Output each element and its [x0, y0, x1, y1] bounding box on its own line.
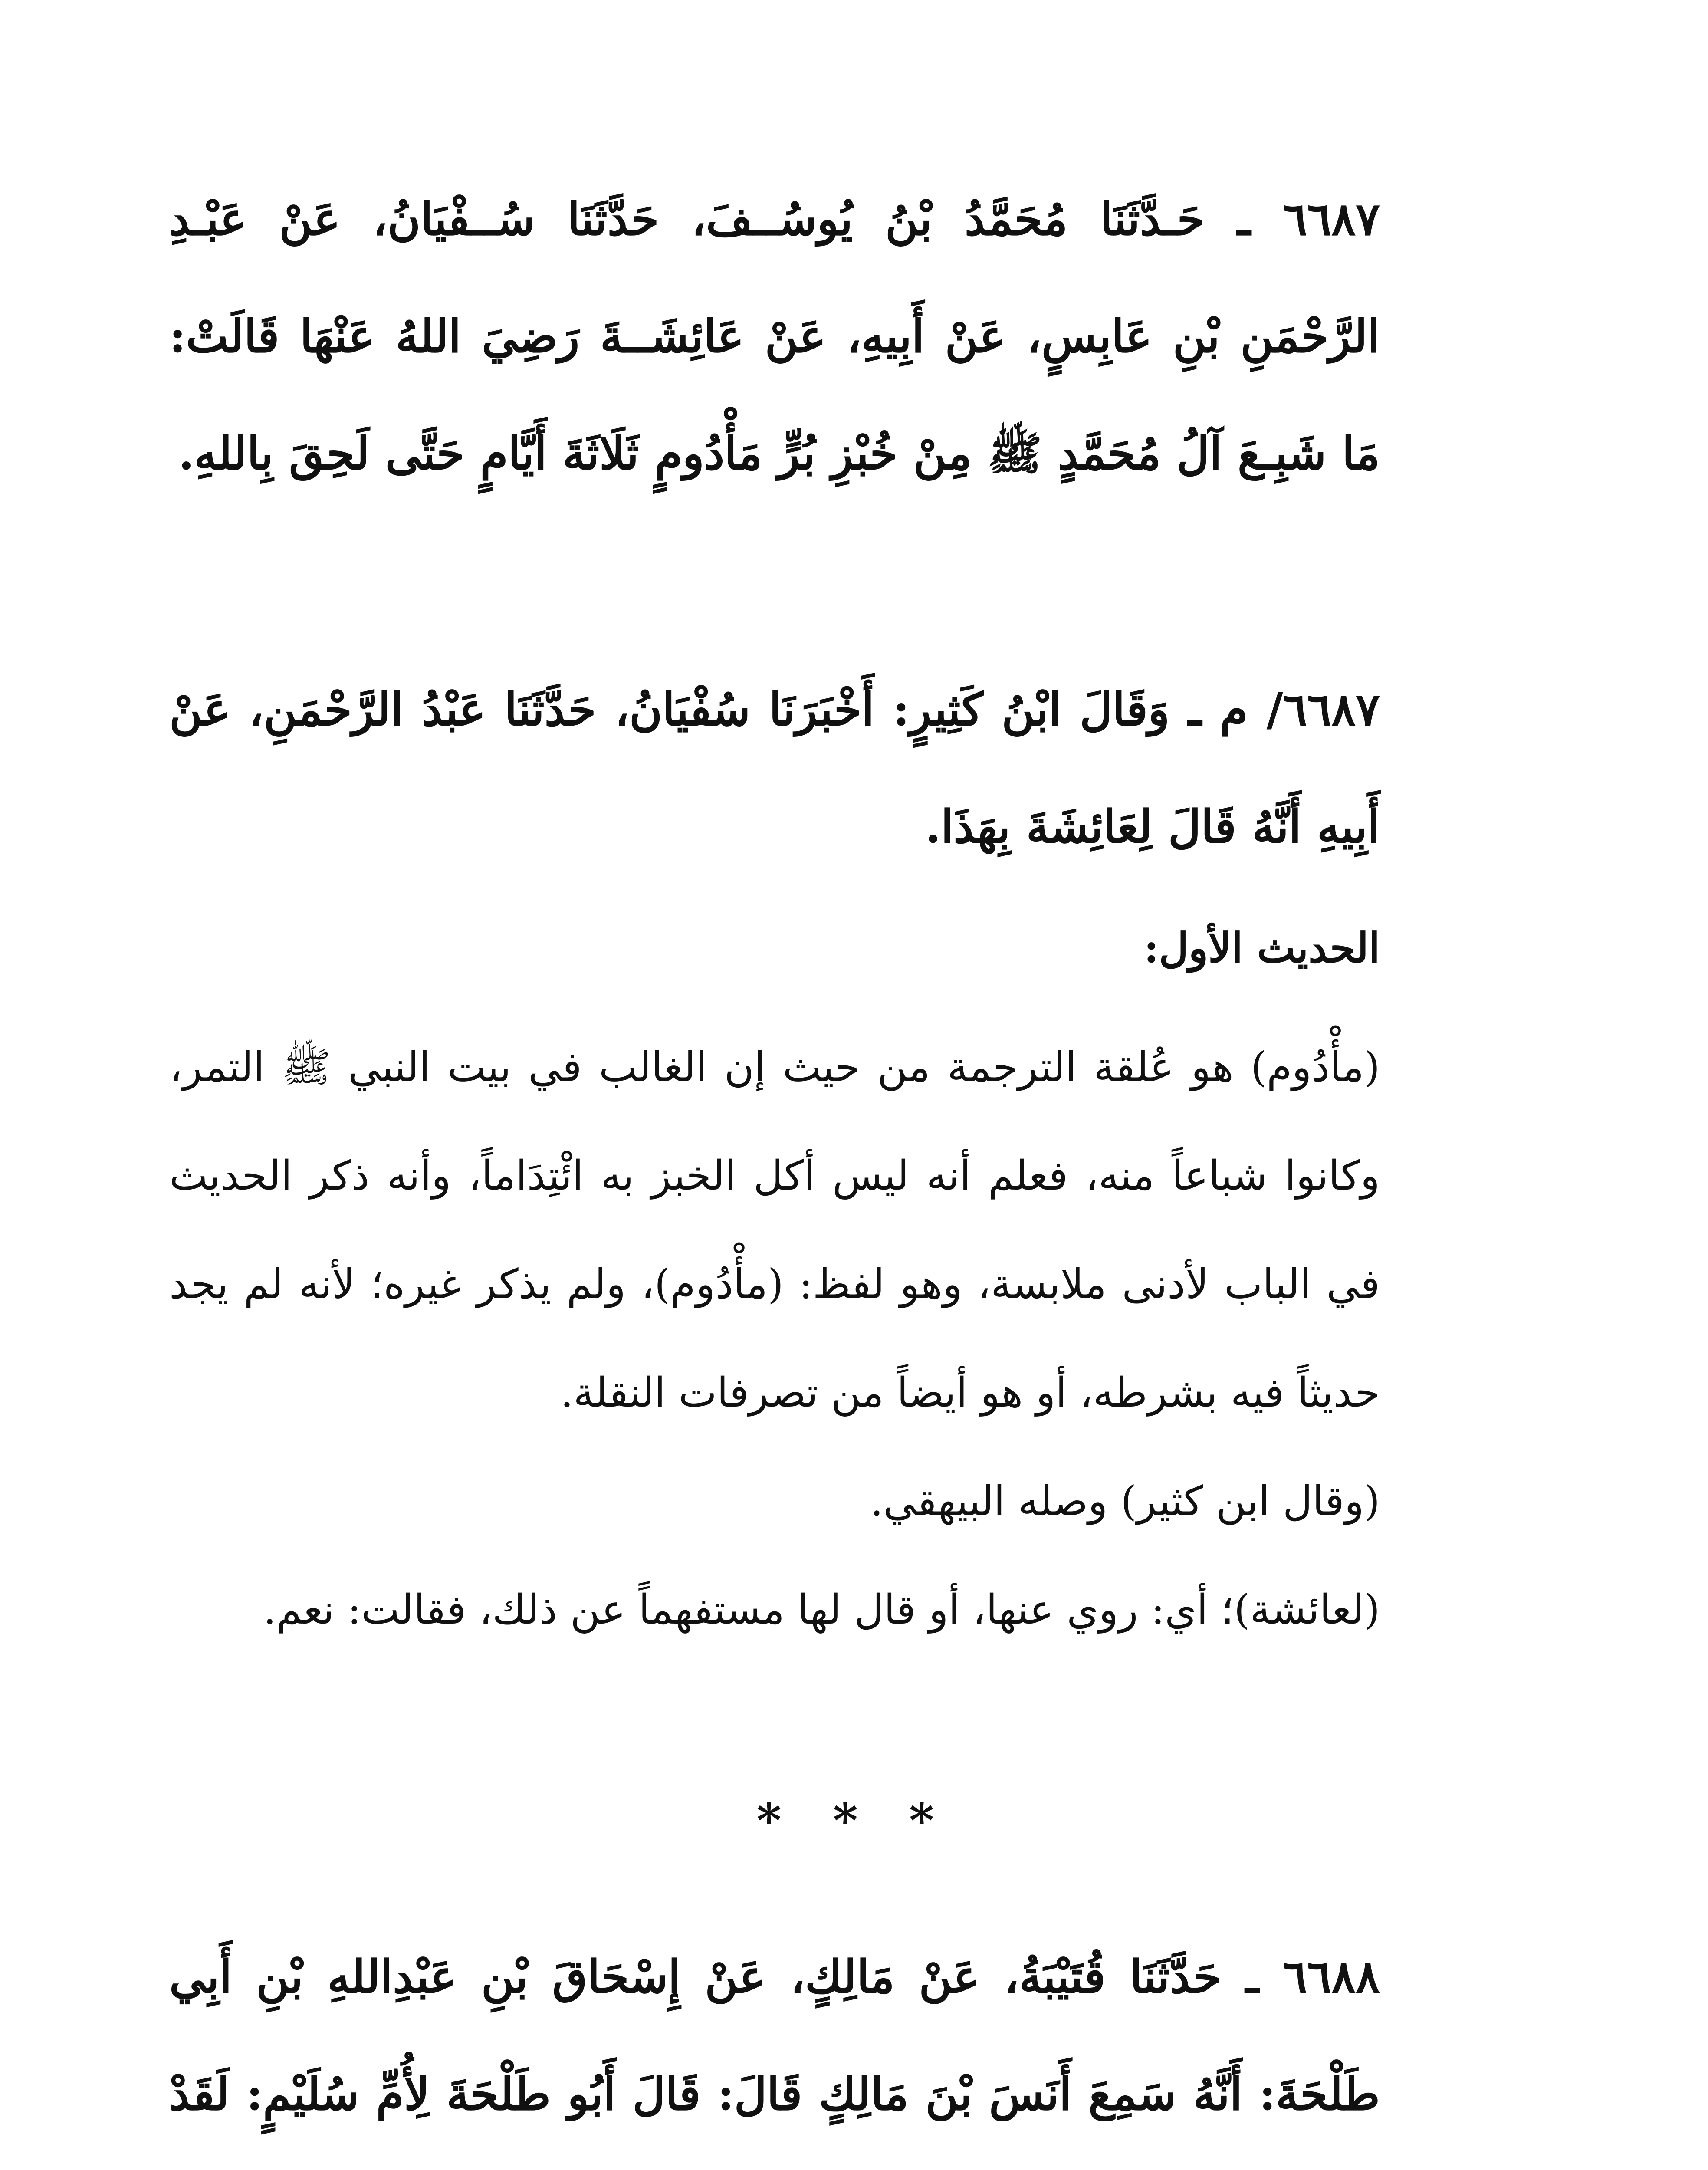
hadith-6687m-text: ٦٦٨٧/ م ـ وَقَالَ ابْنُ كَثِيرٍ: أَخْبَرَنَا سُفْيَانُ، حَدَّثَنَا عَبْدُ الرَّحْمَنِ، عَنْ أَبِيهِ أَنَّهُ قَالَ لِعَائِشَةَ بِهَذَا.	[169, 683, 1380, 853]
section-separator: * * *	[756, 1792, 952, 1848]
hadith-6687-text: ٦٦٨٧ ـ حَـدَّثَنَا مُحَمَّدُ بْنُ يُوسُــفَ، حَدَّثَنَا سُــفْيَانُ، عَنْ عَبْـدِ الرَّحْمَنِ بْنِ عَابِسٍ، عَنْ أَبِيهِ، عَنْ عَائِشَــةَ رَضِيَ اللهُ عَنْهَا قَالَتْ: مَا شَبِـعَ آلُ مُحَمَّدٍ ﷺ مِنْ خُبْزِ بُرٍّ مَأْدُومٍ ثَلَاثَةَ أَيَّامٍ حَتَّى لَحِقَ بِاللهِ.	[169, 192, 1380, 480]
commentary-paragraph-1: (مأْدُوم) هو عُلقة الترجمة من حيث إن الغالب في بيت النبي ﷺ التمر، وكانوا شباعاً منه، فعلم أنه ليس أكل الخبز به ائْتِدَاماً، وأنه ذكر الحديث في الباب لأدنى ملابسة، وهو لفظ: (مأْدُوم)، ولم يذكر غيره؛ لأنه لم يجد حديثاً فيه بشرطه، أو هو أيضاً من تصرفات النقلة.	[169, 1044, 1380, 1417]
section-heading: الحديث الأول:	[1143, 924, 1380, 972]
commentary-paragraph-2: (وقال ابن كثير) وصله البيهقي.	[870, 1478, 1380, 1525]
commentary-paragraph-3: (لعائشة)؛ أي: روي عنها، أو قال لها مستفهماً عن ذلك، فقالت: نعم.	[263, 1586, 1380, 1634]
hadith-6688-text: ٦٦٨٨ ـ حَدَّثَنَا قُتَيْبَةُ، عَنْ مَالِكٍ، عَنْ إِسْحَاقَ بْنِ عَبْدِاللهِ بْنِ أَبِي طَلْحَةَ: أَنَّهُ سَمِعَ أَنَسَ بْنَ مَالِكٍ قَالَ: قَالَ أَبُو طَلْحَةَ لِأُمِّ سُلَيْمٍ: لَقَدْ	[169, 1950, 1380, 2121]
